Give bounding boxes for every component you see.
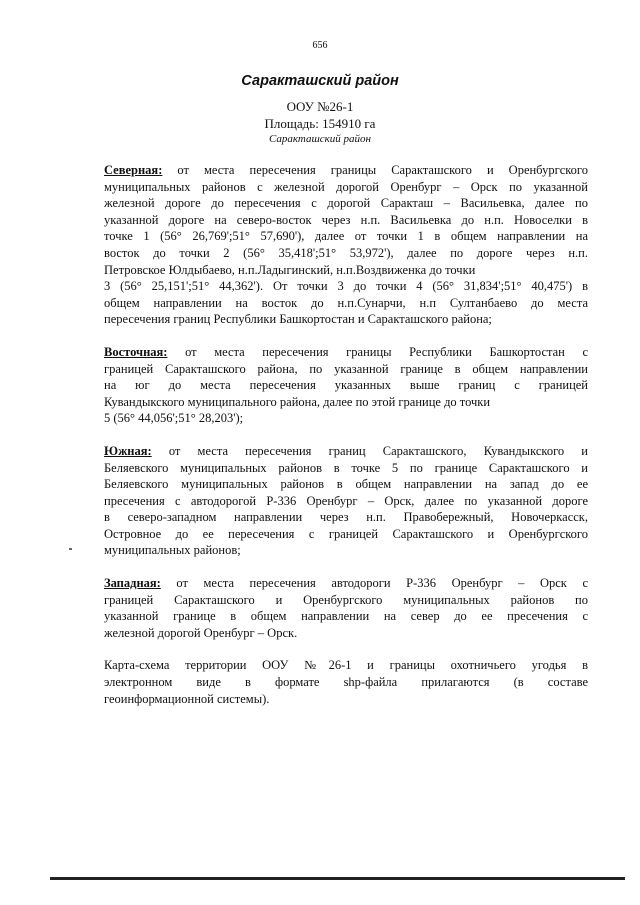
text-line: электронном виде в формате shp-файла прилагаются (в составе bbox=[104, 675, 588, 690]
text-line: Беляевского муниципальных районов в точке 5 по границе Саракташского и bbox=[104, 460, 588, 475]
section-heading: Западная: bbox=[104, 576, 161, 591]
area-value: Площадь: 154910 га bbox=[264, 116, 376, 131]
text-line: Карта-схема территории ООУ №26-1 и границы охотничьего угодья в bbox=[104, 658, 588, 673]
text-line: точке 1 (56° 26,769';51° 57,690'), далее от точки 1 в общем направлении на bbox=[104, 229, 588, 244]
section-heading: Южная: bbox=[104, 443, 152, 458]
text-line: в северо-западном направлении через н.п. Правобережный, Новочеркасск, bbox=[104, 510, 588, 525]
section-east bbox=[104, 344, 588, 427]
boundary-description bbox=[104, 162, 588, 723]
text-line: Петровское Юлдыбаево, н.п.Ладыгинский, н.п.Воздвиженка до точки bbox=[104, 262, 476, 277]
text-line: 5 (56° 44,056';51° 28,203'); bbox=[104, 411, 244, 426]
page-number: 656 bbox=[312, 40, 328, 51]
section-south bbox=[104, 443, 588, 559]
bottom-rule bbox=[50, 877, 625, 880]
text-line: пересечения границ Республики Башкортостан и Саракташского района; bbox=[104, 312, 492, 327]
text-line: Восточная: от места пересечения границы Республики Башкортостан с bbox=[104, 344, 588, 359]
text-line: указанной дороге на северо-восток через н.п. Васильевка до н.п. Новоселки в bbox=[104, 212, 588, 227]
text-line: общем направлении на восток до н.п.Сунарчи, н.п Султанбаево до места bbox=[104, 295, 588, 310]
text-line: железной дорогой Оренбург – Орск. bbox=[104, 625, 298, 640]
text-line: Южная: от места пересечения границ Саракташского, Кувандыкского и bbox=[104, 443, 588, 458]
text-line: границей Саракташского и Оренбургского муниципальных районов по bbox=[104, 592, 588, 607]
closing-note bbox=[104, 657, 588, 707]
text-line: границей Саракташского района, по указанной границе в общем направлении bbox=[104, 361, 588, 376]
section-north bbox=[104, 162, 588, 328]
hunting-ground-number: ООУ №26-1 bbox=[286, 99, 354, 114]
text-line: муниципальных районов; bbox=[104, 543, 241, 558]
section-west bbox=[104, 575, 588, 641]
scan-speck bbox=[69, 548, 72, 550]
text-line: Островное до ее пересечения с границей Саракташского и Оренбургского bbox=[104, 526, 588, 541]
district-caption: Саракташский район bbox=[268, 133, 372, 145]
text-line: Северная: от места пересечения границы Саракташского и Оренбургского bbox=[104, 163, 588, 177]
text-line: 3 (56° 25,151';51° 44,362'). От точки 3 до точки 4 (56° 31,834';51° 40,475') в bbox=[104, 279, 588, 294]
text-line: на юг до места пересечения указанных выше границ с границей bbox=[104, 378, 588, 393]
subtitle-block bbox=[0, 98, 640, 146]
text-line: железной дороге до пересечения с дорогой Саракташ – Васильевка, далее по bbox=[104, 196, 588, 211]
text-line: Западная: от места пересечения автодороги Р-336 Оренбург – Орск с bbox=[104, 576, 588, 591]
section-heading: Северная: bbox=[104, 163, 163, 177]
district-title: Саракташский район bbox=[241, 73, 399, 89]
text-line: пресечения с автодорогой Р-336 Оренбург – Орск, далее по указанной дороге bbox=[104, 493, 588, 508]
text-line: указанной границе в общем направлении на север до ее пресечения с bbox=[104, 609, 588, 624]
text-line: Беляевского муниципальных районов в общем направлении на запад до ее bbox=[104, 477, 588, 492]
text-line: Кувандыкского муниципального района, далее по этой границе до точки bbox=[104, 394, 491, 409]
text-line: муниципальных районов с железной дорогой Оренбург – Орск по указанной bbox=[104, 179, 588, 194]
section-heading: Восточная: bbox=[104, 344, 168, 359]
text-line: восток до точки 2 (56° 35,418';51° 53,972'), далее по дороге через н.п. bbox=[104, 245, 588, 260]
text-line: геоинформационной системы). bbox=[104, 691, 270, 706]
